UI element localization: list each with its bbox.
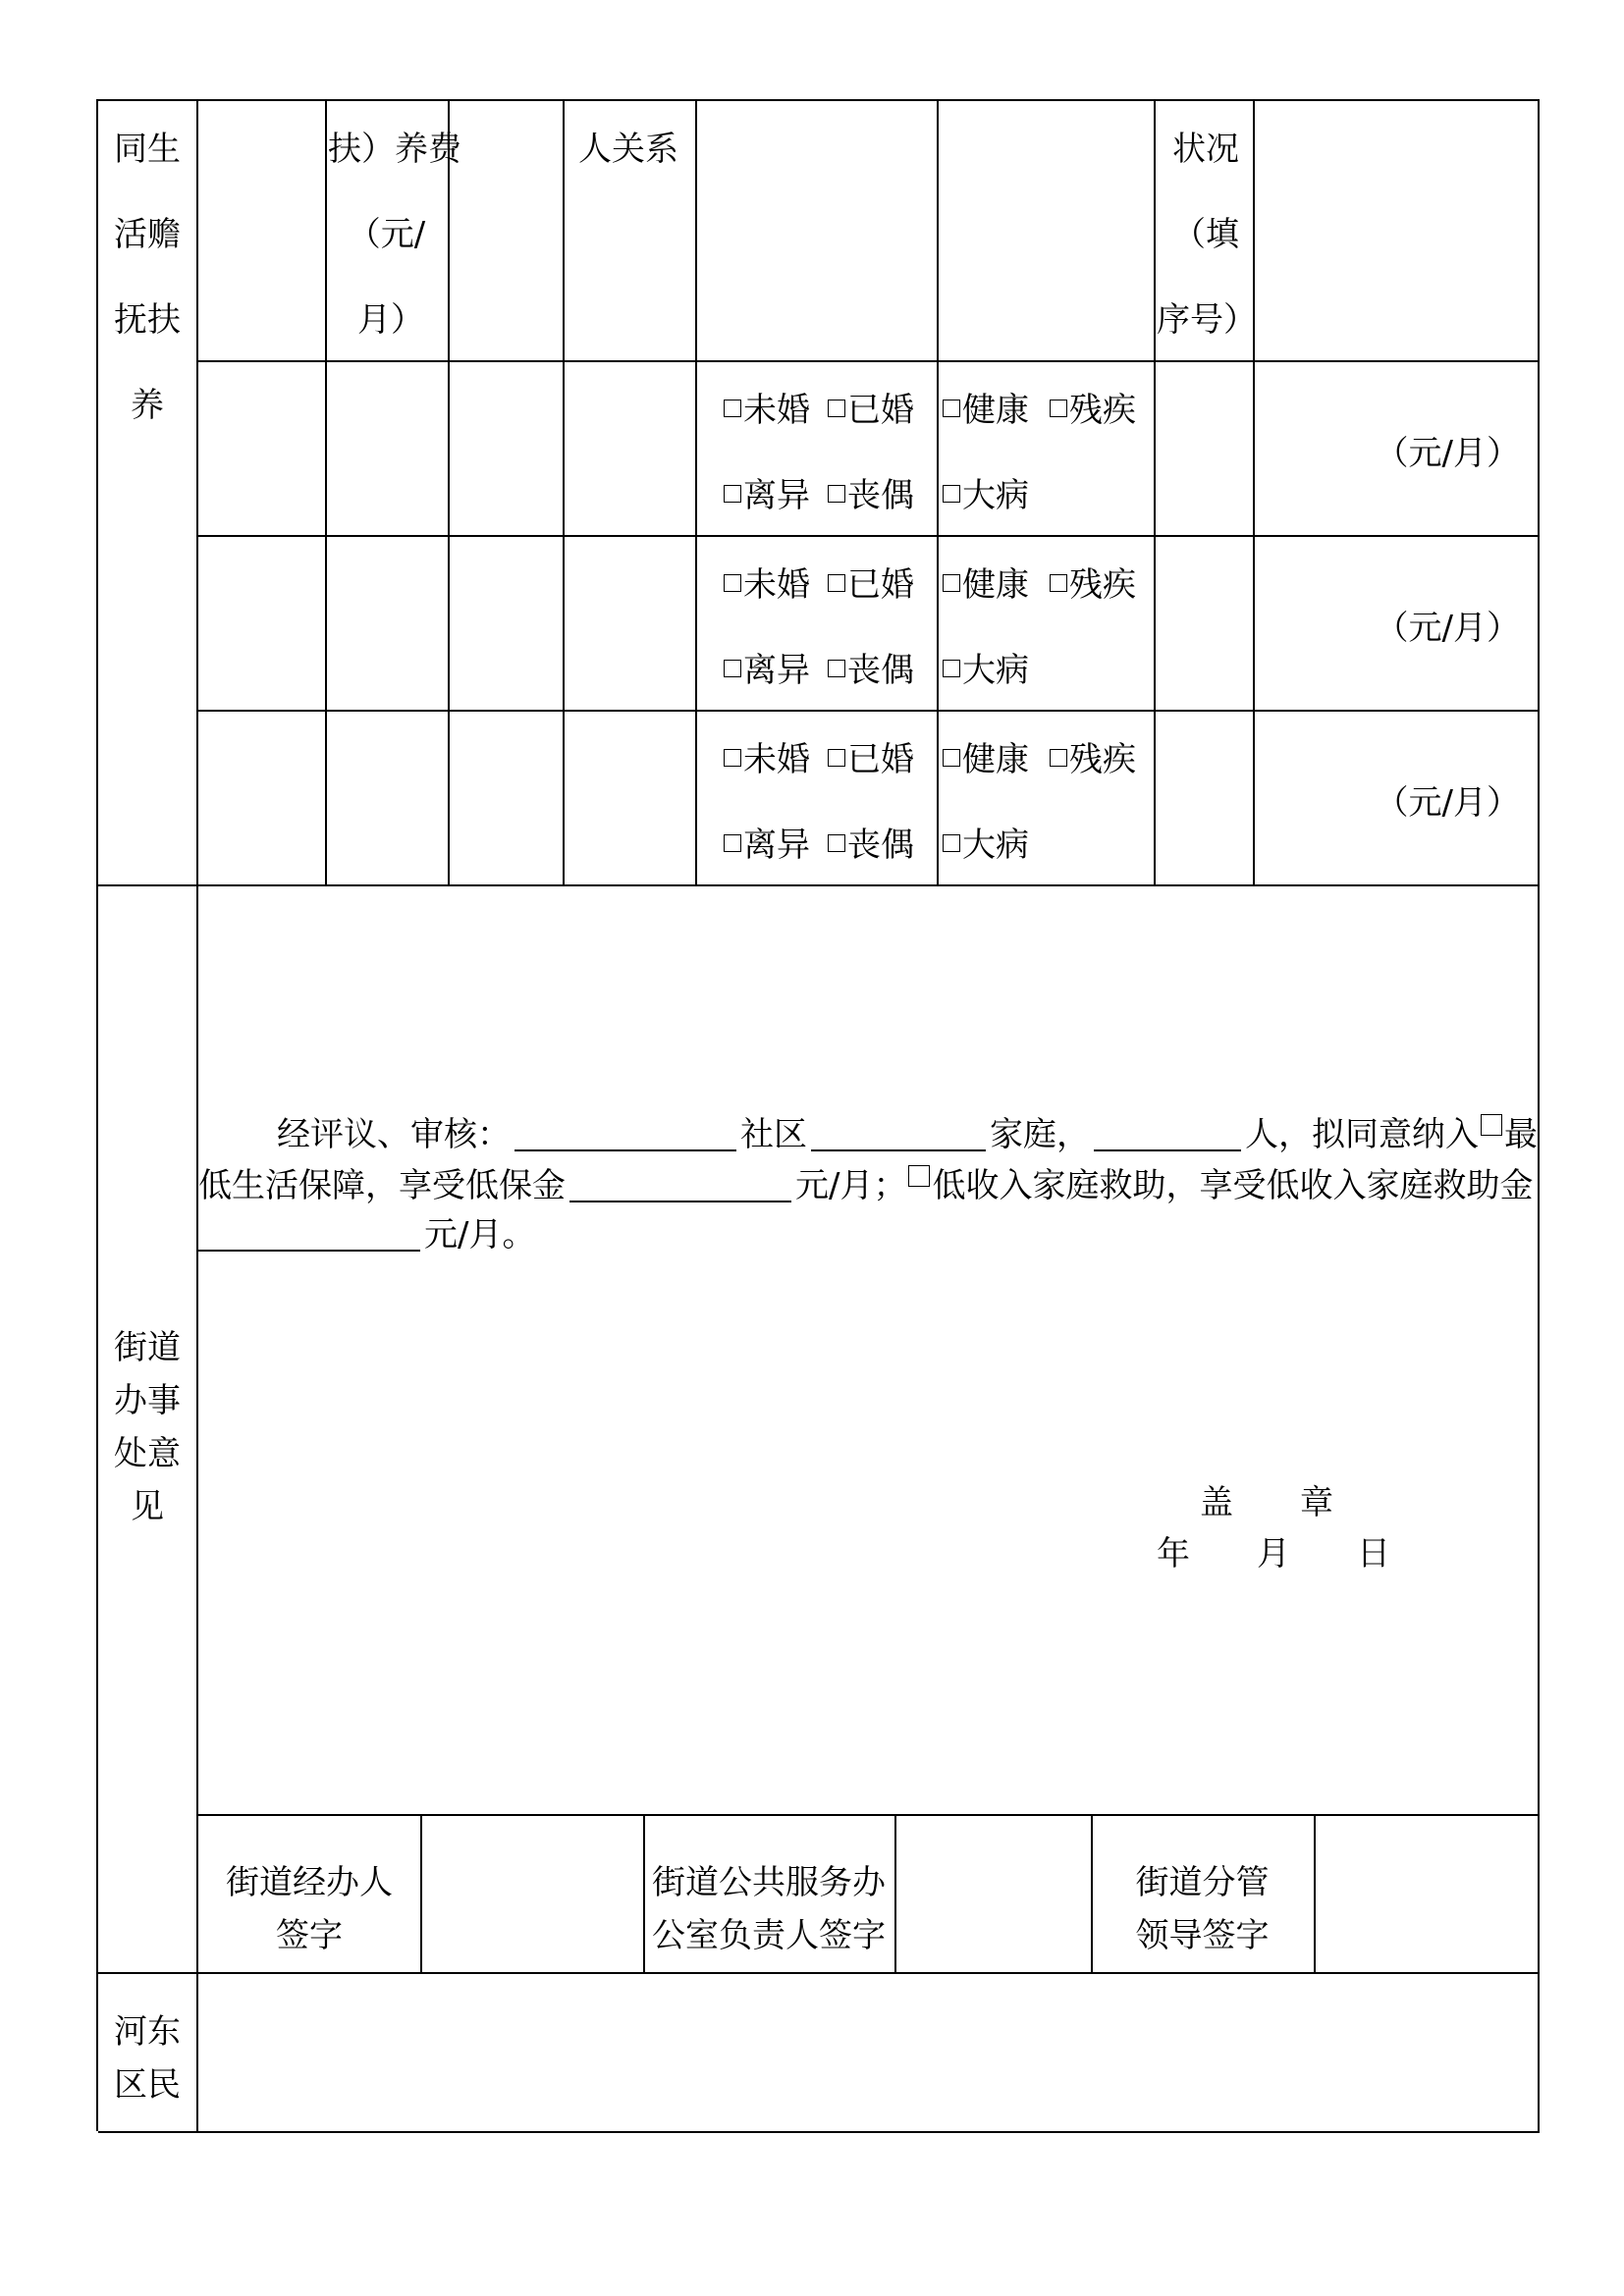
community-name-field[interactable] bbox=[514, 1116, 736, 1151]
section-divider bbox=[98, 1972, 1540, 1974]
status-header-line: （填 bbox=[1172, 215, 1239, 254]
col-divider bbox=[1154, 101, 1156, 886]
col-divider bbox=[1253, 101, 1255, 886]
relation-header: 人关系 bbox=[578, 130, 678, 169]
bottom-section-label-line: 区民 bbox=[114, 2065, 181, 2105]
checkbox-icon bbox=[724, 834, 741, 852]
section-divider bbox=[98, 884, 1540, 886]
health-option-disabled[interactable]: 残疾 bbox=[1050, 394, 1136, 427]
marital-option-divorced[interactable]: 离异 bbox=[724, 654, 810, 687]
bottom-section-label-line: 河东 bbox=[114, 2012, 181, 2052]
checkbox-icon bbox=[943, 834, 960, 852]
health-option-healthy[interactable]: 健康 bbox=[943, 394, 1029, 427]
marital-option-widowed[interactable]: 丧偶 bbox=[828, 828, 914, 862]
status-header-line: 序号） bbox=[1157, 300, 1257, 340]
checkbox-icon bbox=[724, 400, 741, 417]
health-option-disabled[interactable]: 残疾 bbox=[1050, 743, 1136, 776]
health-option-serious-illness[interactable]: 大病 bbox=[943, 479, 1029, 512]
marital-option-divorced[interactable]: 离异 bbox=[724, 479, 810, 512]
marital-option-married[interactable]: 已婚 bbox=[828, 743, 914, 776]
checkbox-icon bbox=[724, 485, 741, 503]
street-opinion-label-line: 街道 bbox=[114, 1328, 181, 1367]
checkbox-icon bbox=[828, 400, 845, 417]
sig-col-divider bbox=[894, 1814, 896, 1973]
marital-option-widowed[interactable]: 丧偶 bbox=[828, 479, 914, 512]
income-unit-label: （元/月） bbox=[1375, 434, 1520, 473]
health-option-healthy[interactable]: 健康 bbox=[943, 568, 1029, 602]
min-living-amount-field[interactable] bbox=[569, 1167, 791, 1202]
family-name-field[interactable] bbox=[811, 1116, 986, 1151]
col-divider bbox=[937, 101, 939, 886]
checkbox-icon bbox=[943, 485, 960, 503]
fee-header-line: 月） bbox=[357, 300, 424, 340]
section-label-line: 养 bbox=[131, 386, 164, 425]
row-divider bbox=[196, 710, 1540, 712]
checkbox-icon bbox=[828, 574, 845, 592]
checkbox-icon bbox=[828, 834, 845, 852]
checkbox-icon bbox=[724, 749, 741, 767]
opinion-line-1: 经评议、审核： 社区 家庭， 人，拟同意纳入 最 bbox=[277, 1115, 1538, 1154]
fee-header-line: 扶）养费 bbox=[328, 130, 461, 169]
health-option-serious-illness[interactable]: 大病 bbox=[943, 828, 1029, 862]
checkbox-icon bbox=[1050, 400, 1067, 417]
checkbox-icon bbox=[943, 660, 960, 677]
low-income-assistance-checkbox[interactable] bbox=[908, 1165, 930, 1187]
opinion-line-3: 元/月。 bbox=[198, 1216, 535, 1252]
assistance-application-form bbox=[96, 99, 1540, 2131]
checkbox-icon bbox=[828, 749, 845, 767]
row-divider bbox=[196, 535, 1540, 537]
marital-option-married[interactable]: 已婚 bbox=[828, 568, 914, 602]
office-signature-label-line: 公室负责人签字 bbox=[652, 1916, 886, 1955]
street-opinion-label-line: 处意 bbox=[114, 1434, 181, 1473]
col-divider bbox=[563, 101, 565, 886]
checkbox-icon bbox=[828, 485, 845, 503]
col-divider bbox=[695, 101, 697, 886]
checkbox-icon bbox=[943, 574, 960, 592]
marital-option-unmarried[interactable]: 未婚 bbox=[724, 743, 810, 776]
checkbox-icon bbox=[724, 574, 741, 592]
section-label-line: 抚扶 bbox=[114, 300, 181, 340]
health-option-serious-illness[interactable]: 大病 bbox=[943, 654, 1029, 687]
opinion-line-2: 低生活保障，享受低保金 元/月； 低收入家庭救助，享受低收入家庭救助金 bbox=[198, 1166, 1534, 1205]
section-label-line: 同生 bbox=[114, 130, 181, 169]
signature-row-top bbox=[196, 1814, 1540, 1816]
marital-option-divorced[interactable]: 离异 bbox=[724, 828, 810, 862]
row-divider bbox=[196, 360, 1540, 362]
street-opinion-label-line: 办事 bbox=[114, 1381, 181, 1420]
checkbox-icon bbox=[1050, 749, 1067, 767]
street-opinion-label-line: 见 bbox=[131, 1487, 164, 1526]
table-border-bottom bbox=[98, 2131, 1540, 2133]
min-living-guarantee-checkbox[interactable] bbox=[1481, 1114, 1502, 1136]
handler-signature-label-line: 签字 bbox=[276, 1916, 343, 1955]
sig-col-divider bbox=[420, 1814, 422, 1973]
health-option-disabled[interactable]: 残疾 bbox=[1050, 568, 1136, 602]
checkbox-icon bbox=[828, 660, 845, 677]
person-count-field[interactable] bbox=[1094, 1116, 1241, 1151]
office-signature-label-line: 街道公共服务办 bbox=[652, 1863, 886, 1902]
checkbox-icon bbox=[943, 749, 960, 767]
fee-header-line: （元/ bbox=[347, 215, 426, 254]
marital-option-unmarried[interactable]: 未婚 bbox=[724, 568, 810, 602]
marital-option-unmarried[interactable]: 未婚 bbox=[724, 394, 810, 427]
seal-label: 盖 章 bbox=[1200, 1483, 1333, 1522]
income-unit-label: （元/月） bbox=[1375, 783, 1520, 823]
sig-col-divider bbox=[1314, 1814, 1316, 1973]
income-unit-label: （元/月） bbox=[1375, 609, 1520, 648]
leader-signature-label-line: 领导签字 bbox=[1135, 1916, 1270, 1955]
table-border-right bbox=[1538, 101, 1540, 2133]
checkbox-icon bbox=[724, 660, 741, 677]
checkbox-icon bbox=[1050, 574, 1067, 592]
marital-option-married[interactable]: 已婚 bbox=[828, 394, 914, 427]
marital-option-widowed[interactable]: 丧偶 bbox=[828, 654, 914, 687]
health-option-healthy[interactable]: 健康 bbox=[943, 743, 1029, 776]
leader-signature-label-line: 街道分管 bbox=[1135, 1863, 1270, 1902]
checkbox-icon bbox=[943, 400, 960, 417]
section-label-line: 活赡 bbox=[114, 215, 181, 254]
low-income-amount-field[interactable] bbox=[198, 1216, 420, 1252]
date-label: 年 月 日 bbox=[1157, 1534, 1390, 1574]
label-column-divider bbox=[196, 101, 198, 2133]
status-header-line: 状况 bbox=[1172, 130, 1239, 169]
handler-signature-label-line: 街道经办人 bbox=[226, 1863, 393, 1902]
col-divider bbox=[448, 101, 450, 886]
